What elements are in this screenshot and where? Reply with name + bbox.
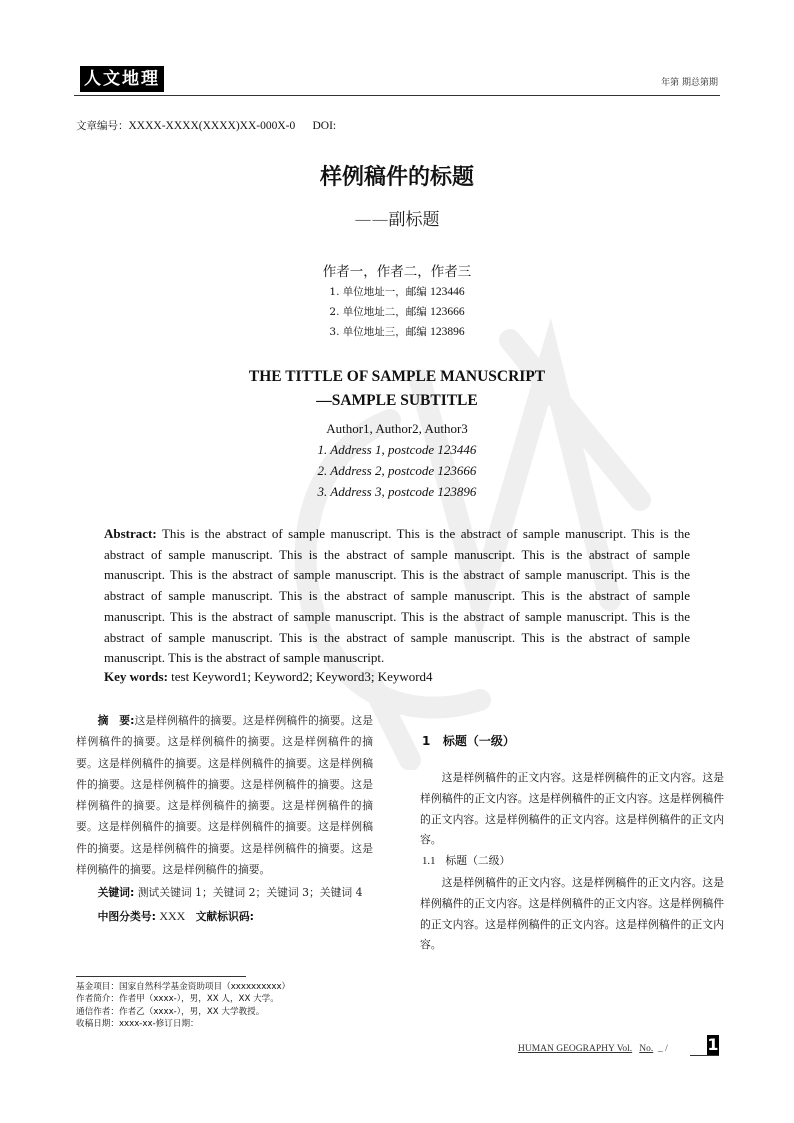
postcode: 123446 [430,286,465,298]
abstract-cn-label: 摘 要: [97,714,135,727]
abstract-cn [76,710,373,880]
footnote-corresponding: 通信作者：作者乙（xxxx-），男，XX 大学教授。 [76,1006,265,1017]
address-num: 1. [329,286,340,298]
section-1-title: 标题（一级） [442,734,515,748]
page-number-underline [690,1055,719,1056]
keywords-en [104,669,433,685]
article-number-value: XXXX-XXXX(XXXX)XX-000X-0 [128,120,296,132]
keywords-cn-text: 测试关键词 1；关键词 2；关键词 3；关键词 4 [137,886,363,900]
footnote-divider [76,976,246,977]
address-num: 2. [329,306,340,318]
address-cn-3 [0,324,794,339]
abstract-cn-column [76,710,373,927]
address-text: 单位地址一，邮编 [342,286,427,298]
address-en-1: 1. Address 1, postcode 123446 [317,442,477,457]
authors-cn: 作者一，作者二，作者三 [322,264,472,280]
footnote-author-bio: 作者简介：作者甲（xxxx-），男，XX 人，XX 大学。 [76,994,279,1005]
keywords-en-label: Key words: [104,669,168,684]
article-number-label: 文章编号： [76,120,129,132]
section-1-1-number: 1.1 [422,855,436,867]
address-en-2: 2. Address 2, postcode 123666 [317,463,477,478]
address-en-3: 3. Address 3, postcode 123896 [317,484,477,499]
article-number-line [76,118,336,133]
keywords-cn [76,882,373,903]
section-1-number: 1 [422,734,431,748]
journal-logo: 人文地理 [80,66,164,92]
subtitle-cn: ——副标题 [354,210,440,230]
footer-journal: HUMAN GEOGRAPHY Vol. [518,1044,633,1054]
page-number: 1 [707,1035,719,1054]
address-cn-1 [0,284,794,299]
section-1-1-title: 标题（二级） [445,854,511,867]
address-cn-2 [0,304,794,319]
keywords-en-text: test Keyword1; Keyword2; Keyword3; Keyword4 [171,669,433,684]
address-text: 单位地址二，邮编 [342,306,427,318]
subtitle-en: —SAMPLE SUBTITLE [316,392,478,409]
classification-label: 中图分类号: [97,909,156,923]
section-1-1-paragraph: 这是样例稿件的正文内容。这是样例稿件的正文内容。这是样例稿件的正文内容。这是样例稿件的正文内容。这是样例稿件的正文内容。这是样例稿件的正文内容。这是样例稿件的正文内容。 [420,876,724,952]
watermark-stroke-i [370,680,410,760]
section-1-paragraph: 这是样例稿件的正文内容。这是样例稿件的正文内容。这是样例稿件的正文内容。这是样例稿件的正文内容。这是样例稿件的正文内容。这是样例稿件的正文内容。这是样例稿件的正文内容。 [420,771,724,847]
postcode: 123896 [430,326,465,338]
classification-value: XXX [159,908,186,923]
footnotes [76,981,290,1031]
doi-label: DOI: [312,120,337,132]
abstract-en [104,524,690,669]
footer-separator: _ / [657,1044,668,1054]
classification [76,906,373,927]
doc-code-label: 文献标识码: [195,909,254,923]
section-1-1-heading [422,853,510,868]
abstract-en-text: This is the abstract of sample manuscript. This is the abstract of sample manuscript. This is the abstract of sample manuscript. This is the abstract of sample manuscript. This is the abstract of sample manuscript. This is the abstract of sample manuscript. This is the abstract of sample manuscript. This is the abstract of sample manuscript. This is the abstract of sample manuscript. This is the abstract of sample manuscript. This is the abstract of sample manuscript. This is the abstract of sample manuscript. This is the abstract of sample manuscript. This is the abstract of sample manuscript. This is the abstract of sample manuscript. This is the abstract of sample manuscript. [104,526,691,666]
abstract-en-label: Abstract: [104,526,157,541]
footnote-funding: 基金项目：国家自然科学基金资助项目（xxxxxxxxxx） [76,982,291,992]
keywords-cn-label: 关键词: [97,886,135,900]
footnote-dates: 收稿日期：xxxx-xx-修订日期： [76,1019,199,1030]
address-num: 3. [329,326,340,338]
title-en: THE TITTLE OF SAMPLE MANUSCRIPT [248,368,546,385]
abstract-cn-text: 这是样例稿件的摘要。这是样例稿件的摘要。这是样例稿件的摘要。这是样例稿件的摘要。这是样例稿件的摘要。这是样例稿件的摘要。这是样例稿件的摘要。这是样例稿件的摘要。这是样例稿件的摘要。这是样例稿件的摘要。这是样例稿件的摘要。这是样例稿件的摘要。这是样例稿件的摘要。这是样例稿件的摘要。这是样例稿件的摘要。这是样例稿件的摘要。这是样例稿件的摘要。这是样例稿件的摘要。这是样例稿件的摘要。这是样例稿件的摘要。 [76,714,373,877]
postcode: 123666 [430,306,465,318]
address-text: 单位地址三，邮编 [342,326,427,338]
footer-journal-info [518,1044,668,1054]
title-cn: 样例稿件的标题 [319,165,474,190]
section-1-heading [422,732,515,749]
footer-no-label: No. [639,1044,654,1054]
header-divider [74,95,720,96]
authors-en: Author1, Author2, Author3 [326,421,468,436]
issue-info: 年第 期总第期 [661,78,718,88]
